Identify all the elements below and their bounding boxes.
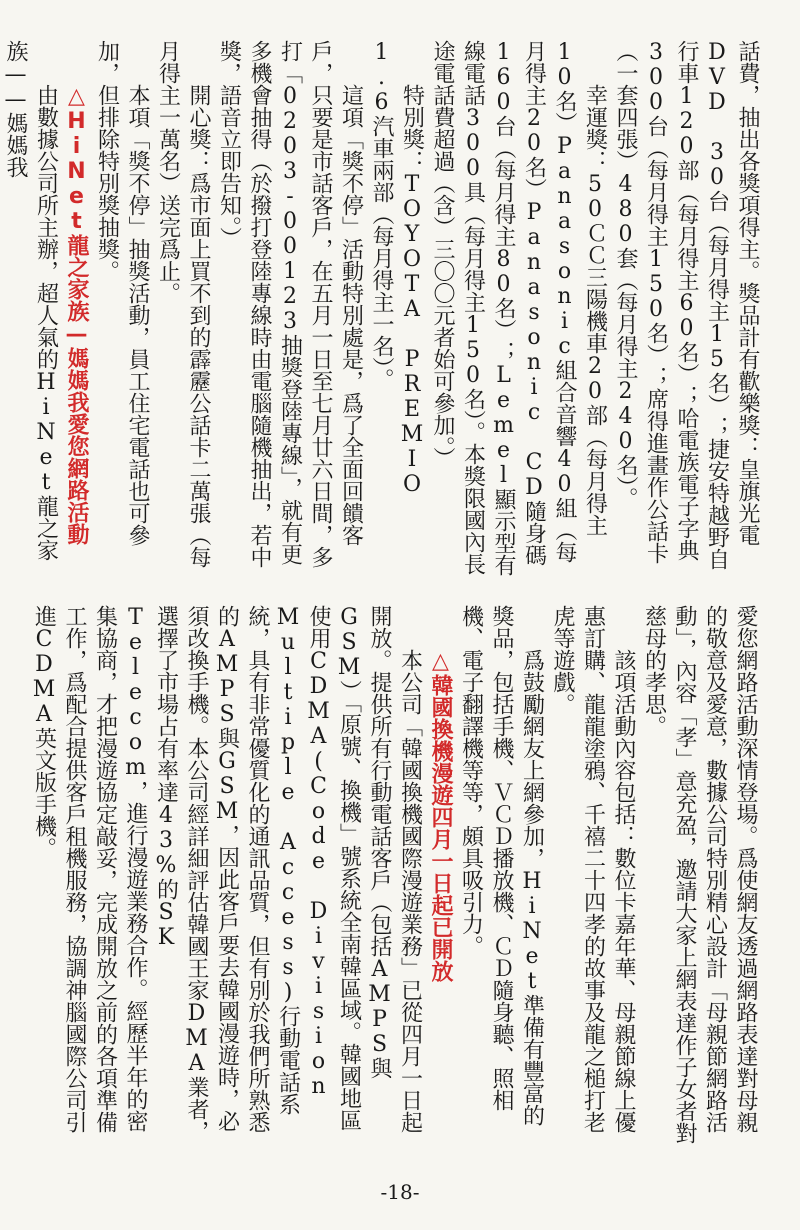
happy-prize-paragraph: 開心獎：爲市面上買不到的霹靂公話卡二萬張（每月得主一萬名）送完爲止。	[155, 40, 211, 568]
article-top-section	[3, 40, 762, 580]
hinet-intro-paragraph: 由數據公司所主辦，超人氣的HiNet龍之家族——媽媽我	[3, 40, 59, 561]
activity-content-paragraph: 該項活動內容包括：數位卡嘉年華、母親節線上優惠訂購、龍龍塗鴉、千禧二十四孝的故事及龍之槌打老虎等遊戲。	[550, 605, 636, 1133]
article-bottom-section	[20, 605, 760, 1145]
triangle-icon: △	[64, 84, 89, 109]
employee-eligibility-paragraph: 本項「獎不停」抽獎活動，員工住宅電話也可參加，但排除特別獎抽獎。	[94, 40, 150, 546]
special-prize-paragraph: 特別獎：TOYOTA PREMIO 1.6汽車兩部（每月得主一名）。	[369, 40, 425, 497]
triangle-icon: △	[428, 649, 453, 674]
korea-roaming-heading	[425, 605, 456, 1145]
hinet-heading-text: HiNet龍之家族—媽媽我愛您網路活動	[64, 109, 89, 545]
korea-heading-text: 韓國換機漫遊四月一日起已開放	[428, 674, 453, 982]
lucky-prize-paragraph: 幸運獎：50ＣＣ三陽機車20部（每月得主10名）Panasonic組合音響40組（每月得主20名）Panasonic CD隨身碼160台（每月得主80名）；Lemel顯示型有線電話300具（每月得主150名）。本獎限國內長途電話費超過（含）三〇〇元者始可參加。）	[430, 40, 608, 576]
hinet-section-heading	[61, 40, 92, 580]
hinet-continued-paragraph: 愛您網路活動深情登場。爲使網友透過網路表達對母親的敬意及愛意，數據公司特別精心設計「母親節網路活動」，內容「孝」意充盈，邀請大家上網表達作子女者對慈母的孝思。	[641, 605, 758, 1144]
korea-roaming-paragraph: 本公司「韓國換機國際漫遊業務」已從四月一日起開放。提供所有行動電話客戶（包括AMPS與GSM）「原號、換機」號系統全南韓區域。韓國地區使用CDMA(Code Division Multiple Access)行動電話系統，具有非常優質化的通訊品質，但有別於我們所熟悉的AMPS與GSM，因此客戶要去韓國漫遊時，必須改換手機。本公司經詳細評估韓國王家DMA業者，選擇了市場占有率達43%的SK Telecom，進行漫遊業務合作。經歷半年的密集協商，才把漫遊協定敲妥，完成開放之前的各項準備工作，爲配合提供客戶租機服務，協調神腦國際公司引進CDMA英文版手機。	[31, 605, 423, 1142]
prizes-encouragement-paragraph: 爲鼓勵網友上網參加，HiNet準備有豐富的獎品，包括手機、ＶＣＤ播放機、ＣＤ隨身聽、照相機、電子翻譯機等等，頗具吸引力。	[458, 605, 545, 1126]
campaign-description-paragraph: 這項「獎不停」活動特別處是，爲了全面回饋客戶，只要是市話客戶，在五月一日至七月廿六日間，多打「0203-00123抽獎登陸專線」，就有更多機會抽得（於撥打登陸專線時由電腦隨機抽出，若中獎，語音立即告知。）	[216, 40, 364, 568]
page-number: -18-	[380, 1180, 420, 1204]
prize-list-paragraph: 話費，抽出各獎項得主。獎品計有歡樂獎：皇旗光電DVD 30台（每月得主15名）；捷安特越野自行車120部（每月得主60名）；哈電族電子字典300台（每月得主150名）；席得進畫作公話卡（一套四張）480套（每月得主240名）。	[613, 40, 760, 570]
